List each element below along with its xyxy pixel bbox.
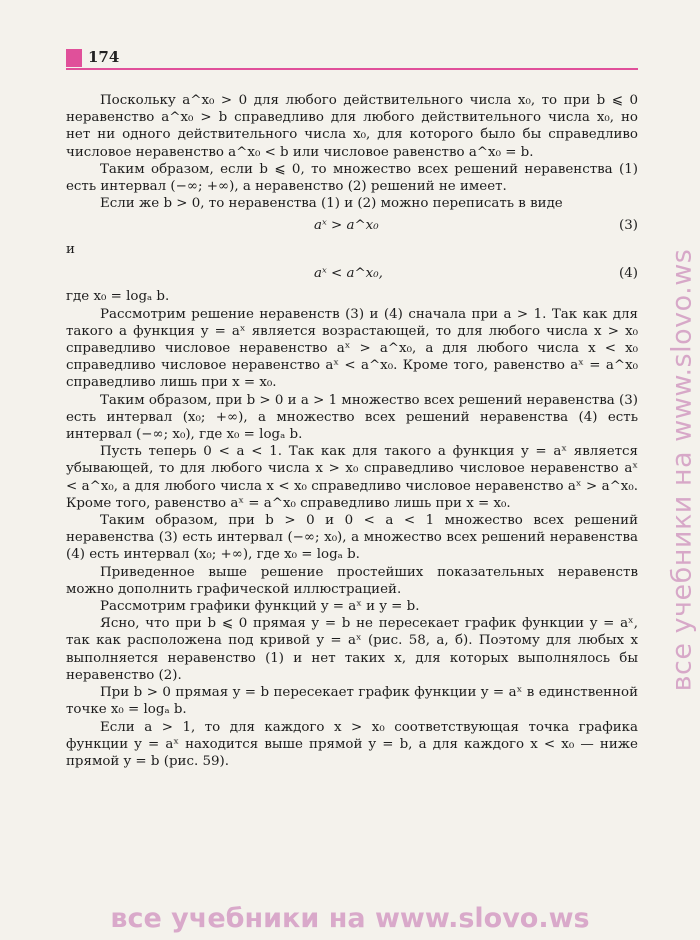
- page-body: [66, 92, 638, 770]
- paragraph: Рассмотрим решение неравенств (3) и (4) сначала при a > 1. Так как для такого a функция y = aˣ является возрастающей, то для любого числа x > x₀ справедливо числовое неравенство aˣ > a^x₀, а для любого числа x < x₀ справедливо числовое неравенство aˣ < a^x₀. Кроме того, равенство aˣ = a^x₀ справедливо лишь при x = x₀.: [66, 306, 638, 391]
- paragraph: Пусть теперь 0 < a < 1. Так как для такого a функция y = aˣ является убывающей, то для любого числа x > x₀ справедливо числовое неравенство aˣ < a^x₀, а для любого числа x < x₀ справедливо числовое неравенство aˣ > a^x₀. Кроме того, равенство aˣ = a^x₀ справедливо лишь при x = x₀.: [66, 444, 638, 511]
- paragraph: Рассмотрим графики функций y = aˣ и y = b.: [100, 599, 420, 615]
- page-header: [66, 48, 638, 70]
- formula-3: aˣ > a^x₀: [314, 218, 379, 234]
- paragraph: Если a > 1, то для каждого x > x₀ соответствующая точка графика функции y = aˣ находится выше прямой y = b, а для каждого x < x₀ — ниже прямой y = b (рис. 59).: [66, 719, 638, 769]
- paragraph: Таким образом, если b ⩽ 0, то множество всех решений неравенства (1) есть интервал (−∞; +∞), а неравенство (2) решений не имеет.: [66, 161, 638, 195]
- paragraph: Приведенное выше решение простейших показательных неравенств можно дополнить графической иллюстрацией.: [66, 564, 638, 597]
- formula-4-row: [66, 260, 638, 288]
- paragraph: Ясно, что при b ⩽ 0 прямая y = b не пересекает график функции y = aˣ, так как расположена под кривой y = aˣ (рис. 58, а, б). Поэтому для любых x выполняется неравенство (1) и нет таких x, для которых выполнялось бы неравенство (2).: [66, 616, 638, 683]
- paragraph: Таким образом, при b > 0 и 0 < a < 1 множество всех решений неравенства (3) есть интервал (−∞; x₀), а множество всех решений неравенства (4) есть интервал (x₀; +∞), где x₀ = logₐ b.: [66, 513, 638, 563]
- formula-4: aˣ < a^x₀,: [314, 266, 383, 282]
- watermark-bottom: все учебники на www.slovo.ws: [110, 903, 590, 934]
- paragraph: При b > 0 прямая y = b пересекает график функции y = aˣ в единственной точке x₀ = logₐ b.: [66, 685, 638, 718]
- formula-3-row: [66, 212, 638, 240]
- watermark-vertical: все учебники на www.slovo.ws: [666, 248, 698, 692]
- paragraph: Если же b > 0, то неравенства (1) и (2) можно переписать в виде: [100, 196, 563, 212]
- header-rule: [66, 68, 638, 70]
- paragraph: Таким образом, при b > 0 и a > 1 множество всех решений неравенства (3) есть интервал (x₀; +∞), а множество всех решений неравенства (4) есть интервал (−∞; x₀), где x₀ = logₐ b.: [66, 392, 638, 443]
- formula-3-number: (3): [619, 218, 638, 234]
- formula-4-number: (4): [619, 266, 638, 282]
- paragraph: Поскольку a^x₀ > 0 для любого действительного числа x₀, то при b ⩽ 0 неравенство a^x₀ > b справедливо для любого действительного числа x₀, но нет ни одного действительного числа x₀, для которого было бы справедливо числовое неравенство a^x₀ < b или числовое равенство a^x₀ = b.: [66, 93, 638, 160]
- paragraph: где x₀ = logₐ b.: [66, 289, 170, 305]
- page-number: 174: [88, 48, 120, 66]
- conjunction-and: и: [66, 242, 75, 258]
- page-marker: [66, 49, 82, 67]
